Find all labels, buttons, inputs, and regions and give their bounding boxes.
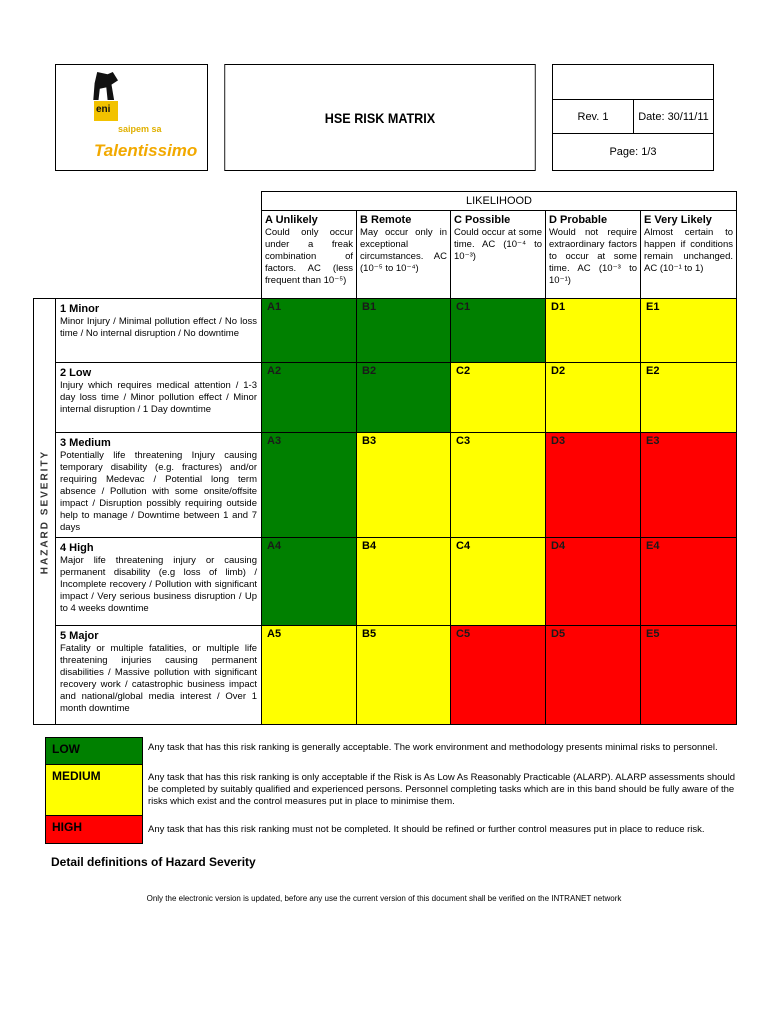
risk-cell-e2: E2 (640, 362, 737, 433)
risk-cell-c3: C3 (450, 432, 546, 538)
risk-cell-b3: B3 (356, 432, 451, 538)
risk-cell-d3: D3 (545, 432, 641, 538)
severity-desc: Major life threatening injury or causing permanent disability (e.g loss of limb) / Incomplete recovery / Pollution with significant impact / Very serious business disruption / Up to 4 weeks downtime (60, 555, 257, 614)
severity-desc: Minor Injury / Minimal pollution effect / No loss time / No internal disruption / No downtime (60, 316, 257, 339)
severity-row-2 (55, 362, 262, 433)
risk-cell-b2: B2 (356, 362, 451, 433)
severity-title: 4 High (60, 542, 94, 554)
legend-low-text: Any task that has this risk ranking is generally acceptable. The work environment and methodology presents minimal risks to personnel. (148, 742, 718, 753)
document-date: Date: 30/11/11 (633, 99, 714, 134)
risk-cell-c2: C2 (450, 362, 546, 433)
risk-cell-e5: E5 (640, 625, 737, 725)
severity-row-3 (55, 432, 262, 538)
likelihood-title: E Very Likely (644, 214, 712, 226)
revision: Rev. 1 (552, 99, 634, 134)
logo-subtitle: saipem sa (118, 124, 162, 134)
likelihood-desc: May occur only in exceptional circumstances. AC (10⁻⁵ to 10⁻⁴) (360, 227, 447, 274)
risk-cell-d5: D5 (545, 625, 641, 725)
logo-brand: Talentissimo (94, 141, 198, 160)
risk-cell-b1: B1 (356, 298, 451, 363)
eni-logo-text: eni (96, 104, 111, 115)
severity-title: 1 Minor (60, 303, 100, 315)
severity-row-4 (55, 537, 262, 626)
likelihood-desc: Almost certain to happen if conditions remain unchanged. AC (10⁻¹ to 1) (644, 227, 733, 274)
risk-cell-c4: C4 (450, 537, 546, 626)
likelihood-col-c (450, 210, 546, 299)
severity-desc: Fatality or multiple fatalities, or multiple life threatening injuries causing permanent disabilities / Massive pollution with significant recovery work / catastrophic business impact and national/global media interest / Over 1 month downtime (60, 643, 257, 714)
likelihood-col-e (640, 210, 737, 299)
hazard-severity-text: HAZARD SEVERITY (39, 449, 50, 574)
severity-title: 3 Medium (60, 437, 111, 449)
risk-cell-e3: E3 (640, 432, 737, 538)
risk-cell-a5: A5 (261, 625, 357, 725)
likelihood-title: A Unlikely (265, 214, 318, 226)
risk-cell-e4: E4 (640, 537, 737, 626)
legend-high-swatch: HIGH (45, 815, 143, 844)
severity-row-1 (55, 298, 262, 363)
risk-cell-a3: A3 (261, 432, 357, 538)
risk-cell-a4: A4 (261, 537, 357, 626)
likelihood-col-a (261, 210, 357, 299)
likelihood-header: LIKELIHOOD (261, 191, 737, 211)
risk-cell-e1: E1 (640, 298, 737, 363)
likelihood-col-b (356, 210, 451, 299)
likelihood-title: C Possible (454, 214, 511, 226)
hazard-severity-axis-label (33, 298, 56, 725)
likelihood-desc: Could occur at some time. AC (10⁻⁴ to 10⁻³) (454, 227, 542, 262)
likelihood-title: D Probable (549, 214, 608, 226)
risk-cell-b4: B4 (356, 537, 451, 626)
severity-desc: Injury which requires medical attention / 1-3 day loss time / Minor pollution effect / Minor internal disruption / 1 Day downtime (60, 380, 257, 415)
document-title: HSE RISK MATRIX (224, 64, 535, 171)
risk-cell-c1: C1 (450, 298, 546, 363)
likelihood-col-d (545, 210, 641, 299)
legend-medium-text: Any task that has this risk ranking is only acceptable if the Risk is As Low As Reasonably Practicable (ALARP). ALARP assessments should be completed by suitably qualified and experienced persons. Personnel completing tasks which are in this band should be fully aware of the risks which exist and the control measures put in place to minimise them. (148, 772, 735, 807)
legend-low-swatch: LOW (45, 737, 143, 765)
severity-title: 5 Major (60, 630, 99, 642)
risk-cell-d1: D1 (545, 298, 641, 363)
risk-cell-a1: A1 (261, 298, 357, 363)
risk-cell-c5: C5 (450, 625, 546, 725)
risk-cell-d2: D2 (545, 362, 641, 433)
page-number: Page: 1/3 (552, 133, 714, 171)
severity-title: 2 Low (60, 367, 92, 379)
meta-blank-cell (552, 64, 714, 100)
risk-cell-d4: D4 (545, 537, 641, 626)
likelihood-desc: Would not require extraordinary factors to occur at some time. AC (10⁻³ to 10⁻¹) (549, 227, 637, 286)
risk-cell-b5: B5 (356, 625, 451, 725)
severity-desc: Potentially life threatening Injury causing temporary disability (e.g. fractures) and/or requiring Medevac / Potential long term absence / Pollution with some onsite/offsite impact / Disruption possibly requiring outside help to manage / Downtime between 1 and 7 days (60, 450, 257, 533)
detail-definitions-heading: Detail definitions of Hazard Severity (51, 855, 256, 869)
legend-high-text: Any task that has this risk ranking must not be completed. It should be refined or further control measures put in place to reduce risk. (148, 824, 705, 835)
severity-row-5 (55, 625, 262, 725)
footer-note: Only the electronic version is updated, before any use the current version of this document shall be verified on the INTRANET network (146, 894, 622, 903)
likelihood-desc: Could only occur under a freak combination of factors. AC (less frequent than 10⁻⁵) (265, 227, 353, 286)
risk-cell-a2: A2 (261, 362, 357, 433)
legend-medium-swatch: MEDIUM (45, 764, 143, 816)
likelihood-title: B Remote (360, 214, 412, 226)
